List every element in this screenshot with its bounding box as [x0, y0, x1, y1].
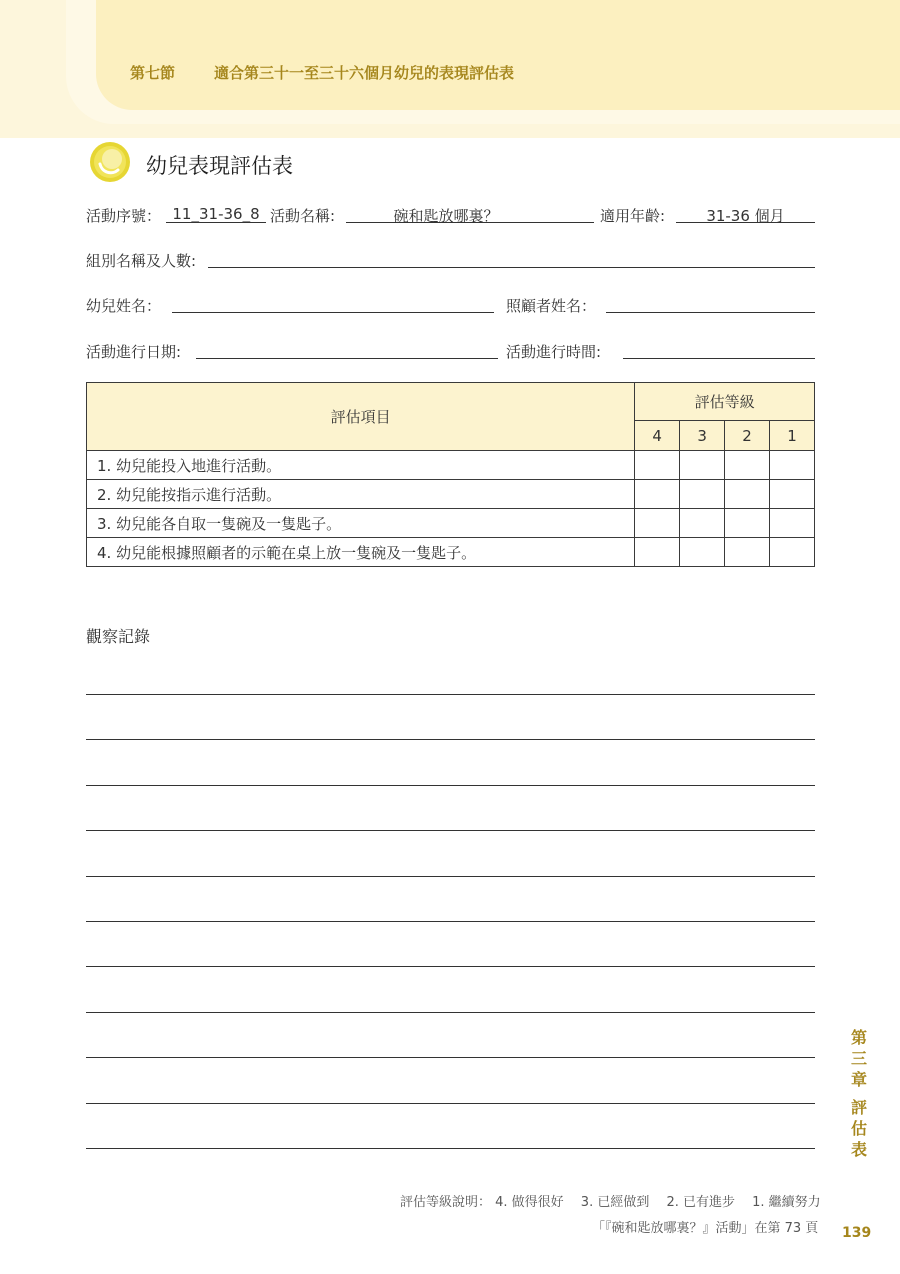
- grade-cell[interactable]: [725, 480, 770, 509]
- grade-3-header: 3: [680, 421, 725, 451]
- item-4: 4. 幼兒能根據照顧者的示範在桌上放一隻碗及一隻匙子。: [87, 538, 635, 567]
- page-number: 139: [842, 1225, 872, 1241]
- child-name-label: 幼兒姓名：: [86, 297, 162, 315]
- item-1: 1. 幼兒能投入地進行活動。: [87, 451, 635, 480]
- table-row: [87, 451, 815, 480]
- table-row: [87, 480, 815, 509]
- grade-cell[interactable]: [635, 451, 680, 480]
- grade-cell[interactable]: [680, 538, 725, 567]
- grade-2-header: 2: [725, 421, 770, 451]
- activity-label: 活動名稱:: [270, 207, 336, 225]
- side-topic: 評估表: [850, 1098, 867, 1159]
- observation-line[interactable]: [86, 1148, 815, 1149]
- grade-cell[interactable]: [635, 538, 680, 567]
- grade-cell[interactable]: [725, 451, 770, 480]
- serial-value[interactable]: 11_31-36_8: [172, 205, 260, 223]
- activity-value[interactable]: 碗和匙放哪裏？: [393, 207, 499, 225]
- form-title: 幼兒表現評估表: [146, 154, 293, 178]
- item-header: 評估項目: [87, 383, 635, 451]
- grade-cell[interactable]: [770, 509, 815, 538]
- side-chapter: 第三章: [850, 1028, 867, 1089]
- header-band-inner: [96, 0, 900, 110]
- carer-name-field[interactable]: [606, 312, 815, 313]
- item-3: 3. 幼兒能各自取一隻碗及一隻匙子。: [87, 509, 635, 538]
- age-value[interactable]: 31-36 個月: [706, 207, 785, 225]
- observation-line[interactable]: [86, 785, 815, 786]
- title-bullet-icon: [88, 140, 132, 184]
- child-name-field[interactable]: [172, 312, 494, 313]
- grade-cell[interactable]: [725, 538, 770, 567]
- item-2: 2. 幼兒能按指示進行活動。: [87, 480, 635, 509]
- grade-header: 評估等級: [635, 383, 815, 421]
- table-row: [87, 509, 815, 538]
- observation-line[interactable]: [86, 694, 815, 695]
- observation-line[interactable]: [86, 739, 815, 740]
- serial-label: 活動序號：: [86, 207, 162, 225]
- grade-cell[interactable]: [725, 509, 770, 538]
- header-section: 第七節: [130, 64, 176, 82]
- time-label: 活動進行時間:: [506, 343, 602, 361]
- age-label: 適用年齡:: [600, 207, 666, 225]
- observation-line[interactable]: [86, 1057, 815, 1058]
- grade-cell[interactable]: [680, 509, 725, 538]
- observation-line[interactable]: [86, 876, 815, 877]
- group-label: 組別名稱及人數:: [86, 252, 197, 270]
- observation-line[interactable]: [86, 1012, 815, 1013]
- observation-line[interactable]: [86, 830, 815, 831]
- evaluation-table: [86, 382, 815, 567]
- observation-line[interactable]: [86, 921, 815, 922]
- grade-4-header: 4: [635, 421, 680, 451]
- carer-name-label: 照顧者姓名：: [506, 297, 597, 315]
- observation-label: 觀察記錄: [86, 627, 151, 646]
- grade-legend: 評估等級說明： 4. 做得很好 3. 已經做到 2. 已有進步 1. 繼續努力: [400, 1195, 821, 1210]
- time-field[interactable]: [623, 358, 815, 359]
- header-title: 適合第三十一至三十六個月幼兒的表現評估表: [214, 64, 515, 82]
- grade-1-header: 1: [770, 421, 815, 451]
- group-field[interactable]: [208, 267, 815, 268]
- date-label: 活動進行日期:: [86, 343, 182, 361]
- date-field[interactable]: [196, 358, 498, 359]
- grade-cell[interactable]: [680, 451, 725, 480]
- grade-cell[interactable]: [770, 480, 815, 509]
- grade-cell[interactable]: [680, 480, 725, 509]
- observation-line[interactable]: [86, 1103, 815, 1104]
- page-reference: 「『碗和匙放哪裏？』活動」在第 73 頁: [592, 1221, 819, 1236]
- observation-line[interactable]: [86, 966, 815, 967]
- table-row: [87, 538, 815, 567]
- grade-cell[interactable]: [635, 509, 680, 538]
- grade-cell[interactable]: [770, 451, 815, 480]
- grade-cell[interactable]: [770, 538, 815, 567]
- grade-cell[interactable]: [635, 480, 680, 509]
